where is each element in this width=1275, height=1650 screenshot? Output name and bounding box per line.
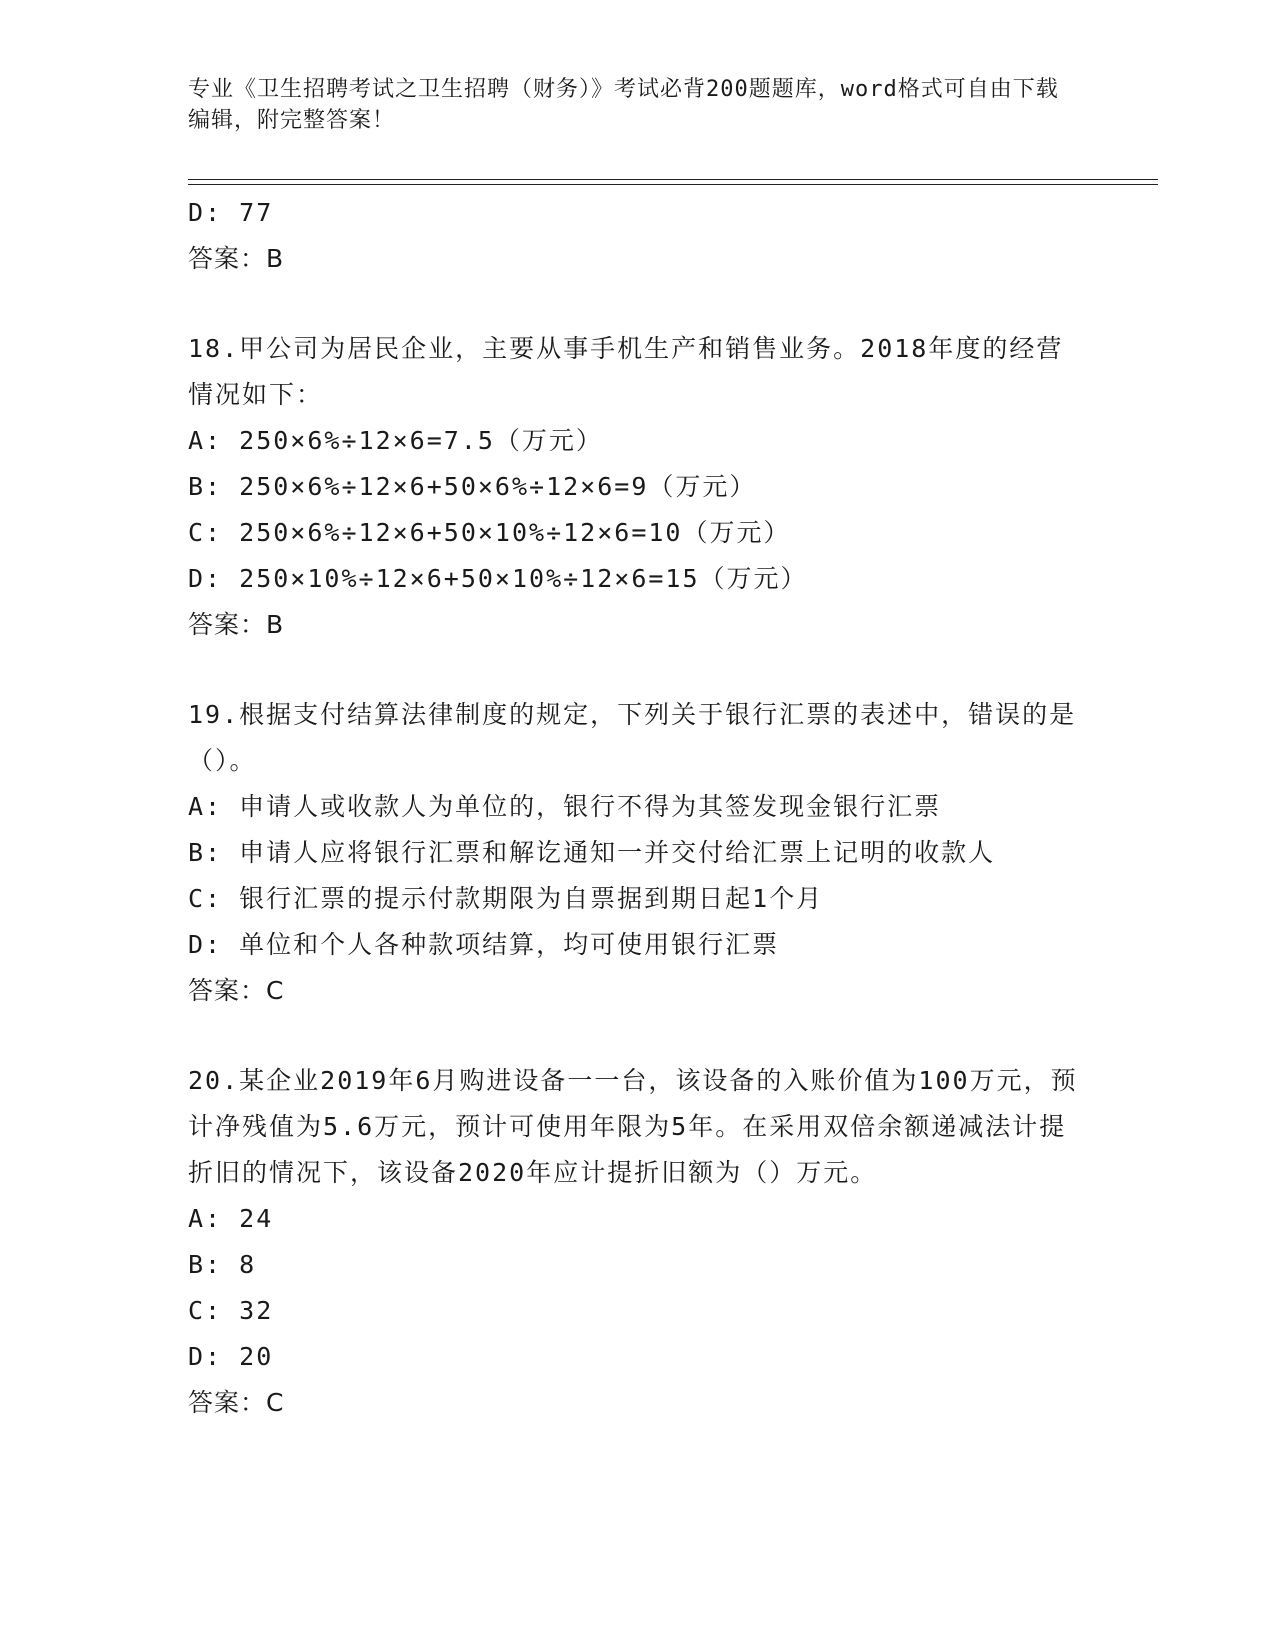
question-18 (188, 326, 1088, 648)
option-d: D: 20 (188, 1342, 274, 1371)
option-d: D: 250×10%÷12×6+50×10%÷12×6=15（万元） (188, 564, 808, 593)
option-a: A: 24 (188, 1204, 274, 1233)
option-d: D: 单位和个人各种款项结算，均可使用银行汇票 (188, 930, 780, 959)
option-c: C: 32 (188, 1296, 274, 1325)
question-stem: 19.根据支付结算法律制度的规定，下列关于银行汇票的表述中，错误的是（）。 (188, 700, 1077, 775)
option-b: B: 250×6%÷12×6+50×6%÷12×6=9（万元） (188, 472, 757, 501)
answer-line: 答案：C (188, 1388, 285, 1417)
question-stem: 18.甲公司为居民企业，主要从事手机生产和销售业务。2018年度的经营情况如下： (188, 334, 1064, 409)
option-c: C: 银行汇票的提示付款期限为自票据到期日起1个月 (188, 884, 824, 913)
header-rule-bottom (188, 184, 1158, 185)
question-17-tail (188, 190, 1088, 282)
option-b: B: 8 (188, 1250, 257, 1279)
header-rule-top (188, 179, 1158, 180)
option-d: D: 77 (188, 198, 274, 227)
question-stem: 20.某企业2019年6月购进设备一一台，该设备的入账价值为100万元，预计净残值为5.6万元，预计可使用年限为5年。在采用双倍余额递减法计提折旧的情况下，该设备2020年应计提折旧额为（）万元。 (188, 1066, 1078, 1187)
answer-line: 答案：C (188, 976, 285, 1005)
option-a: A: 申请人或收款人为单位的，银行不得为其签发现金银行汇票 (188, 792, 942, 821)
document-body (188, 190, 1088, 1426)
question-19 (188, 692, 1088, 1014)
option-b: B: 申请人应将银行汇票和解讫通知一并交付给汇票上记明的收款人 (188, 838, 996, 867)
document-header: 专业《卫生招聘考试之卫生招聘（财务）》考试必背200题题库，word格式可自由下载编辑，附完整答案！ (188, 77, 1059, 133)
option-a: A: 250×6%÷12×6=7.5（万元） (188, 426, 603, 455)
answer-line: 答案：B (188, 610, 285, 639)
option-c: C: 250×6%÷12×6+50×10%÷12×6=10（万元） (188, 518, 791, 547)
answer-line: 答案：B (188, 244, 285, 273)
question-20 (188, 1058, 1088, 1426)
